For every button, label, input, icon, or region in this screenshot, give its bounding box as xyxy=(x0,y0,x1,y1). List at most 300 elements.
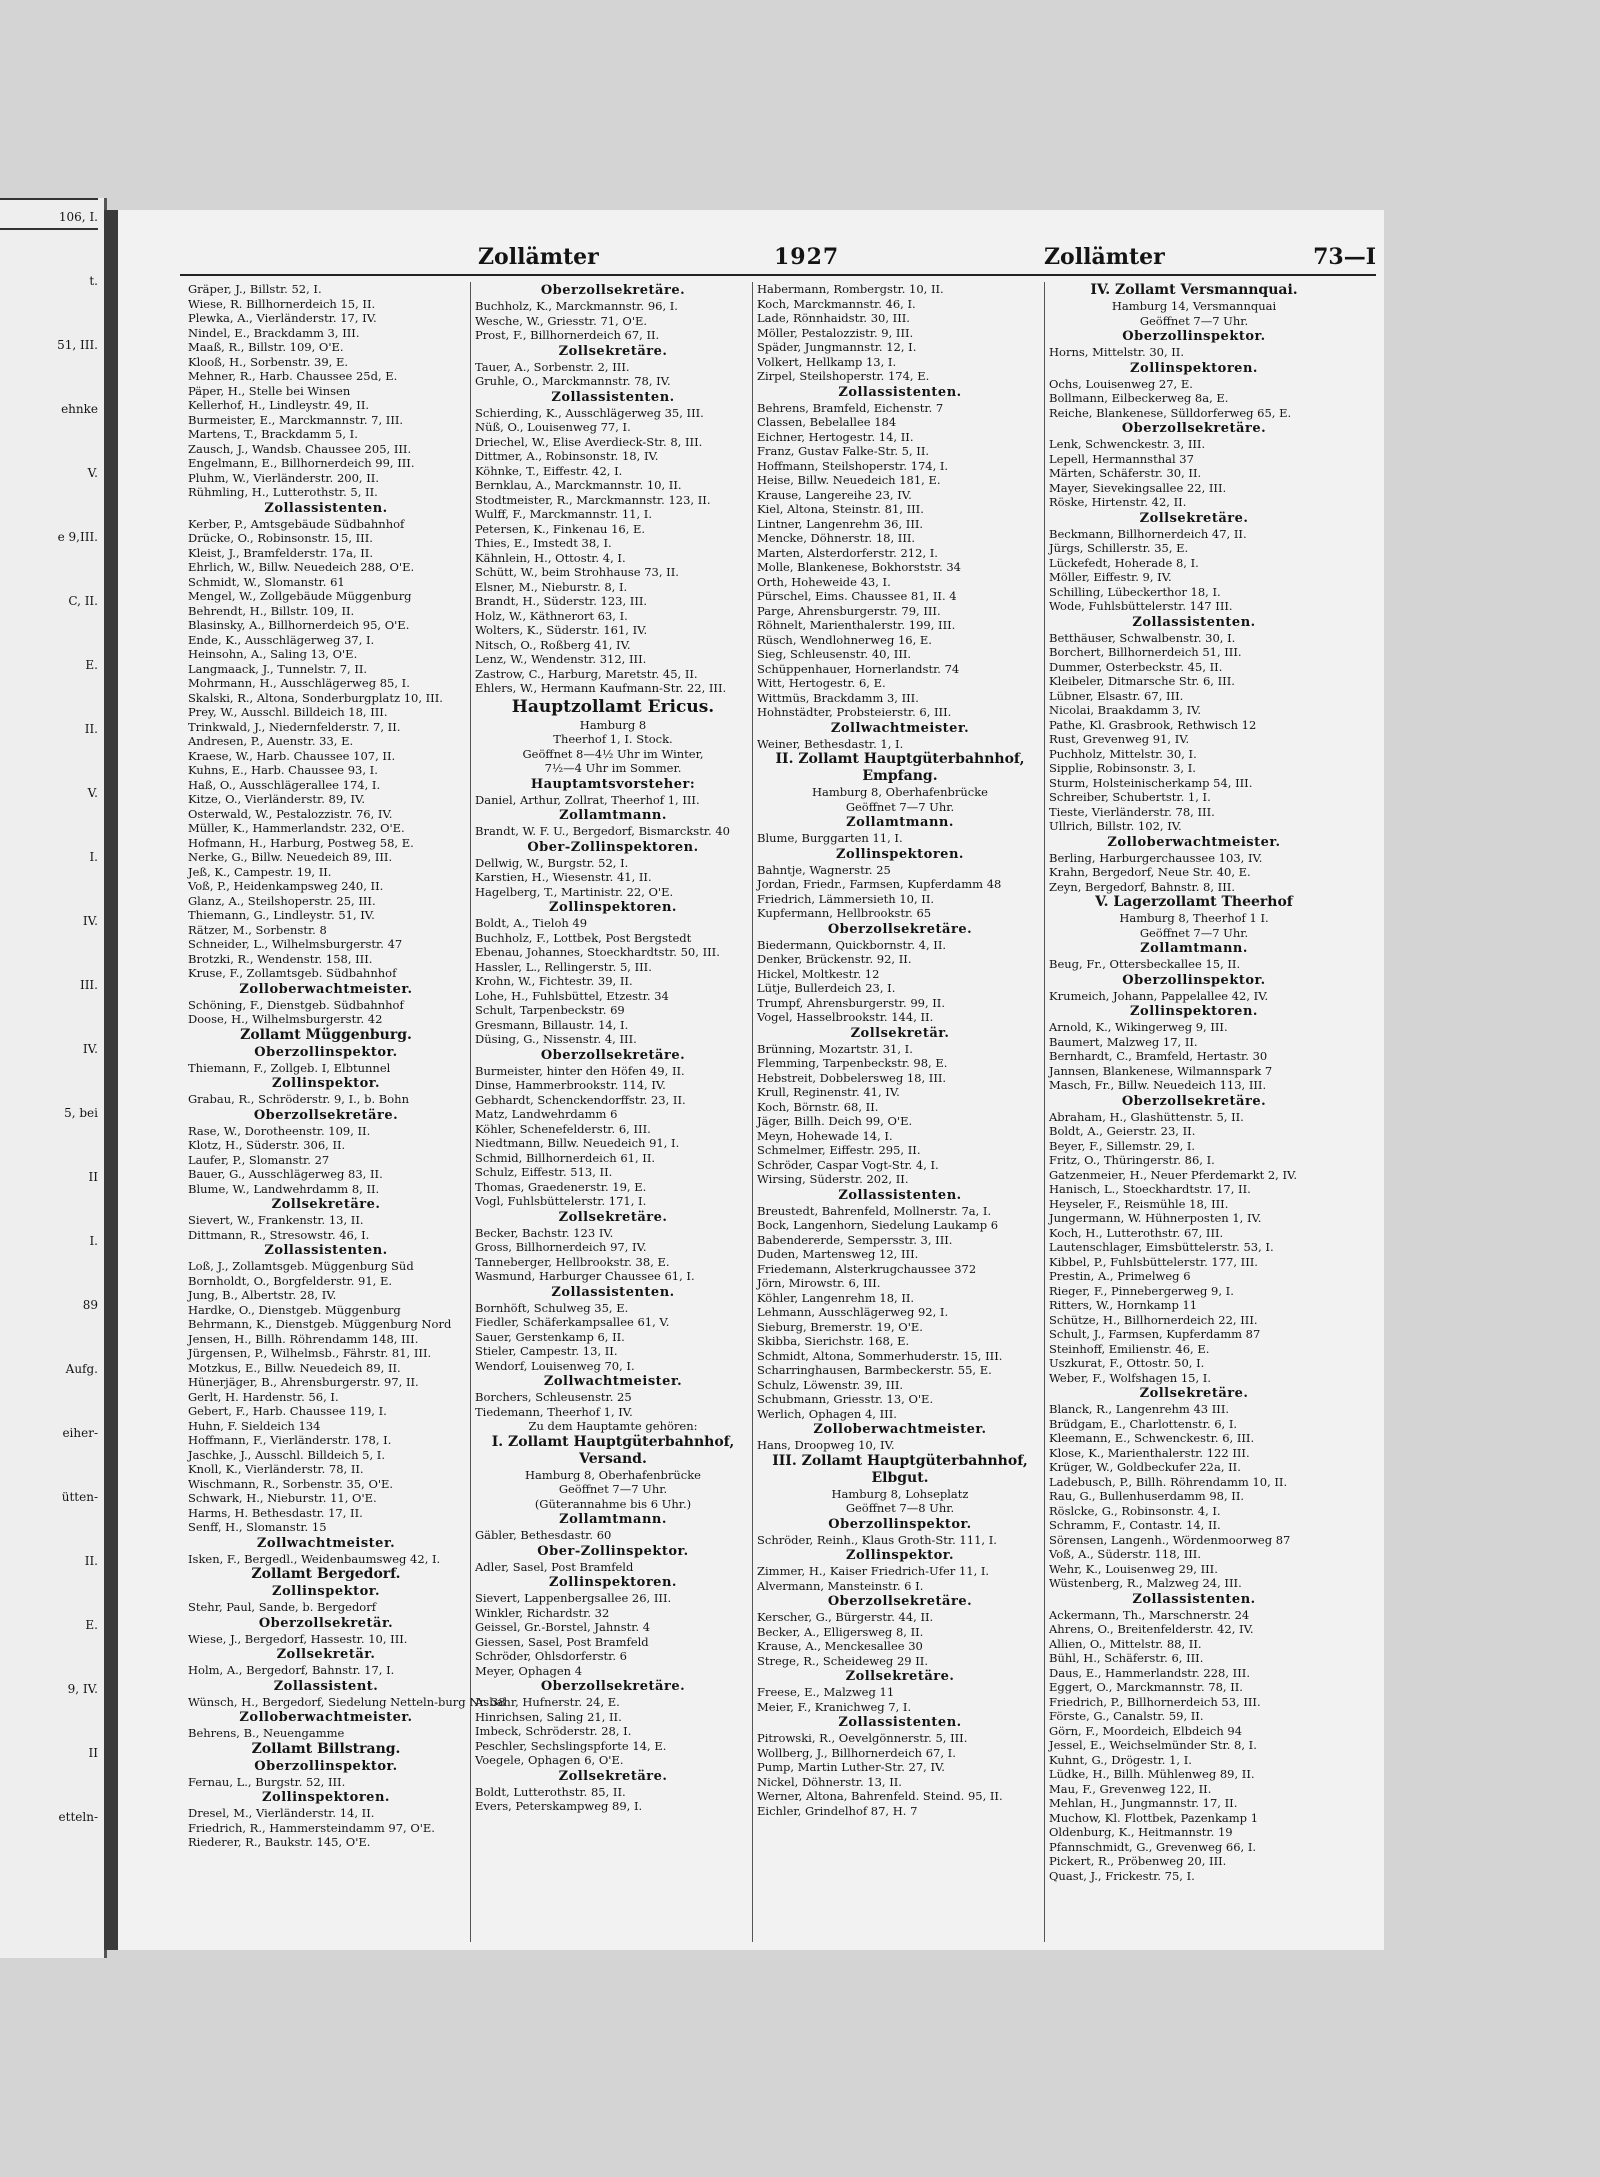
directory-entry: Gruhle, O., Marckmannstr. 78, IV. xyxy=(475,374,671,388)
office-info-line: Hamburg 8 xyxy=(579,717,647,732)
directory-entry: Hanisch, L., Stoeckhardtstr. 17, II. xyxy=(1049,1182,1251,1196)
directory-entry: Lohe, H., Fuhlsbüttel, Etzestr. 34 xyxy=(475,988,669,1003)
left-page-fragment: etteln- xyxy=(58,1810,98,1824)
directory-entry: Wüstenberg, R., Malzweg 24, III. xyxy=(1049,1576,1242,1590)
directory-entry: Wischmann, R., Sorbenstr. 35, O'E. xyxy=(188,1476,394,1491)
directory-entry: Thiemann, F., Zollgeb. I, Elbtunnel xyxy=(188,1060,391,1075)
directory-entry: Alvermann, Mansteinstr. 6 I. xyxy=(757,1578,924,1593)
directory-entry: Rieger, F., Pinnebergerweg 9, I. xyxy=(1049,1283,1234,1298)
left-page-fragment: II. xyxy=(84,722,98,736)
directory-entry: Klotz, H., Süderstr. 306, II. xyxy=(188,1138,346,1152)
directory-entry: Langmaack, J., Tunnelstr. 7, II. xyxy=(188,661,368,676)
directory-entry: Huhn, F. Sieldeich 134 xyxy=(188,1418,321,1433)
directory-entry: Schmidt, Altona, Sommerhuderstr. 15, III. xyxy=(757,1348,1003,1363)
directory-entry: Volkert, Hellkamp 13, I. xyxy=(757,354,897,369)
directory-entry: Schröder, Ohlsdorferstr. 6 xyxy=(475,1649,627,1663)
left-page-fragment: ütten- xyxy=(61,1490,98,1504)
office-info-line: Theerhof 1, I. Stock. xyxy=(553,732,673,746)
directory-entry: Kitze, O., Vierländerstr. 89, IV. xyxy=(188,792,365,806)
directory-entry: Habermann, Rombergstr. 10, II. xyxy=(757,282,944,296)
directory-entry: Klose, K., Marienthalerstr. 122 III. xyxy=(1049,1445,1250,1460)
directory-entry: Behrens, B., Neuengamme xyxy=(188,1726,345,1740)
directory-entry: Eichler, Grindelhof 87, H. 7 xyxy=(757,1803,918,1818)
directory-entry: Peschler, Sechslingspforte 14, E. xyxy=(475,1738,667,1753)
directory-entry: Nicolai, Braakdamm 3, IV. xyxy=(1049,703,1202,717)
directory-entry: Schöning, F., Dienstgeb. Südbahnhof xyxy=(188,997,404,1012)
directory-entry: Nitsch, O., Roßberg 41, IV. xyxy=(475,637,631,652)
directory-entry: Krohn, W., Fichtestr. 39, II. xyxy=(475,974,633,988)
directory-entry: Becker, Bachstr. 123 IV. xyxy=(475,1225,614,1240)
directory-entry: Fiedler, Schäferkampsallee 61, V. xyxy=(475,1315,670,1329)
section-heading: Oberzollsekretäre. xyxy=(827,921,973,937)
directory-entry: Zastrow, C., Harburg, Maretstr. 45, II. xyxy=(475,666,698,681)
office-heading: V. Lagerzollamt Theerhof xyxy=(1095,894,1293,910)
directory-entry: Schramm, F., Contastr. 14, II. xyxy=(1049,1518,1221,1532)
office-info-line: Geöffnet 7—7 Uhr. xyxy=(558,1482,668,1496)
directory-entry: Wasmund, Harburger Chaussee 61, I. xyxy=(475,1269,695,1283)
directory-entry: Wiese, R. Billhornerdeich 15, II. xyxy=(188,296,376,311)
office-info-line: Hamburg 8, Lohseplatz xyxy=(831,1486,969,1501)
directory-entry: Trumpf, Ahrensburgerstr. 99, II. xyxy=(757,995,946,1010)
directory-entry: Pitrowski, R., Oevelgönnerstr. 5, III. xyxy=(757,1731,968,1745)
directory-entry: Schult, J., Farmsen, Kupferdamm 87 xyxy=(1049,1327,1261,1341)
directory-entry: Hünerjäger, B., Ahrensburgerstr. 97, II. xyxy=(188,1375,419,1389)
directory-entry: Loß, J., Zollamtsgeb. Müggenburg Süd xyxy=(188,1259,414,1273)
directory-entry: Becker, A., Elligersweg 8, II. xyxy=(757,1624,924,1639)
directory-entry: Allien, O., Mittelstr. 88, II. xyxy=(1049,1636,1202,1651)
directory-entry: Brotzki, R., Wendenstr. 158, III. xyxy=(188,951,373,966)
directory-entry: Daus, E., Hammerlandstr. 228, III. xyxy=(1049,1665,1250,1680)
directory-entry: Riederer, R., Baukstr. 145, O'E. xyxy=(188,1835,371,1849)
section-heading: Zollinspektoren. xyxy=(1130,1004,1258,1019)
directory-entry: Gatzenmeier, H., Neuer Pferdemarkt 2, IV. xyxy=(1049,1167,1297,1182)
directory-entry: Brandt, H., Süderstr. 123, III. xyxy=(475,594,648,608)
directory-entry: Petersen, K., Finkenau 16, E. xyxy=(475,521,646,536)
section-heading: Oberzollsekretäre. xyxy=(827,1594,973,1609)
office-info-line: Geöffnet 7—7 Uhr. xyxy=(1139,313,1249,328)
directory-entry: Sievert, W., Frankenstr. 13, II. xyxy=(188,1213,364,1227)
directory-entry: Wittmüs, Brackdamm 3, III. xyxy=(757,690,919,705)
directory-entry: Hickel, Moltkestr. 12 xyxy=(757,966,880,981)
directory-entry: Krause, A., Menckesallee 30 xyxy=(757,1639,923,1653)
directory-entry: Sauer, Gerstenkamp 6, II. xyxy=(475,1329,625,1344)
directory-entry: Friedrich, R., Hammersteindamm 97, O'E. xyxy=(188,1820,435,1835)
directory-entry: Ullrich, Billstr. 102, IV. xyxy=(1049,819,1182,833)
section-heading: Zollassistent. xyxy=(273,1678,379,1694)
directory-entry: Heise, Billw. Neuedeich 181, E. xyxy=(757,473,941,487)
directory-entry: Mencke, Döhnerstr. 18, III. xyxy=(757,531,916,545)
directory-entry: Breustedt, Bahrenfeld, Mollnerstr. 7a, I. xyxy=(757,1203,992,1218)
directory-entry: Kiel, Altona, Steinstr. 81, III. xyxy=(757,502,924,516)
directory-entry: Friedrich, Lämmersieth 10, II. xyxy=(757,891,935,906)
directory-entry: Bollmann, Eilbeckerweg 8a, E. xyxy=(1049,391,1229,405)
directory-entry: Märten, Schäferstr. 30, II. xyxy=(1049,466,1202,480)
left-page-fragment: E. xyxy=(85,1618,98,1632)
directory-entry: Gerlt, H. Hardenstr. 56, I. xyxy=(188,1389,339,1404)
directory-entry: Geissel, Gr.-Borstel, Jahnstr. 4 xyxy=(475,1620,651,1634)
directory-entry: Wollberg, J., Billhornerdeich 67, I. xyxy=(757,1745,956,1760)
directory-entry: Schütze, H., Billhornerdeich 22, III. xyxy=(1049,1312,1258,1327)
directory-entry: Jäger, Billh. Deich 99, O'E. xyxy=(757,1114,913,1128)
directory-entry: Meyn, Hohewade 14, I. xyxy=(757,1128,893,1143)
section-heading: Oberzollsekretäre. xyxy=(1121,1093,1267,1109)
directory-entry: Matz, Landwehrdamm 6 xyxy=(475,1107,618,1121)
directory-entry: Rüsch, Wendlohnerweg 16, E. xyxy=(757,632,932,647)
directory-entry: Wirsing, Süderstr. 202, II. xyxy=(757,1172,909,1186)
directory-entry: Dresel, M., Vierländerstr. 14, II. xyxy=(188,1806,375,1820)
directory-entry: Düsing, G., Nissenstr. 4, III. xyxy=(475,1032,637,1046)
directory-entry: Prost, F., Billhornerdeich 67, II. xyxy=(475,328,660,342)
directory-entry: Rust, Grevenweg 91, IV. xyxy=(1049,732,1190,746)
directory-entry: Zimmer, H., Kaiser Friedrich-Ufer 11, I. xyxy=(757,1564,990,1578)
directory-entry: Möller, Eiffestr. 9, IV. xyxy=(1049,570,1172,584)
directory-entry: Pump, Martin Luther-Str. 27, IV. xyxy=(757,1760,945,1774)
directory-entry: Scharringhausen, Barmbeckerstr. 55, E. xyxy=(757,1363,992,1377)
directory-entry: Kleist, J., Bramfelderstr. 17a, II. xyxy=(188,545,373,560)
directory-entry: Bernhardt, C., Bramfeld, Hertastr. 30 xyxy=(1049,1049,1268,1063)
directory-entry: Meyer, Ophagen 4 xyxy=(475,1663,583,1678)
section-heading: Hauptamtsvorsteher: xyxy=(530,776,696,792)
directory-entry: Gäbler, Bethesdastr. 60 xyxy=(475,1528,612,1542)
directory-entry: Elsner, M., Nieburstr. 8, I. xyxy=(475,579,628,594)
office-heading: Zollamt Billstrang. xyxy=(251,1740,401,1757)
directory-entry: Sturm, Holsteinischerkamp 54, III. xyxy=(1049,775,1253,790)
directory-entry: Tauer, A., Sorbenstr. 2, III. xyxy=(475,359,630,374)
directory-entry: Dittmann, R., Stresowstr. 46, I. xyxy=(188,1227,370,1242)
office-heading: IV. Zollamt Versmannquai. xyxy=(1090,282,1298,298)
directory-entry: Skibba, Sierichstr. 168, E. xyxy=(757,1334,910,1348)
directory-entry: Jürgensen, P., Wilhelmsb., Fährstr. 81, III. xyxy=(188,1346,432,1360)
directory-entry: Schwark, H., Nieburstr. 11, O'E. xyxy=(188,1491,377,1505)
directory-entry: Wendorf, Louisenweg 70, I. xyxy=(475,1358,635,1373)
directory-entry: Holm, A., Bergedorf, Bahnstr. 17, I. xyxy=(188,1663,395,1677)
directory-entry: Röslcke, G., Robinsonstr. 4, I. xyxy=(1049,1503,1221,1518)
directory-entry: Prestin, A., Primelweg 6 xyxy=(1049,1269,1191,1283)
directory-entry: Classen, Bebelallee 184 xyxy=(757,415,897,429)
section-heading: Zollsekretäre. xyxy=(558,1768,668,1784)
directory-entry: Prey, W., Ausschl. Billdeich 18, III. xyxy=(188,705,388,719)
directory-entry: Bornholdt, O., Borgfelderstr. 91, E. xyxy=(188,1273,393,1288)
directory-entry: Baumert, Malzweg 17, II. xyxy=(1049,1034,1198,1049)
directory-entry: Schmid, Billhornerdeich 61, II. xyxy=(475,1150,656,1165)
directory-entry: Gross, Billhornerdeich 97, IV. xyxy=(475,1240,647,1254)
directory-entry: Hinrichsen, Saling 21, II. xyxy=(475,1709,622,1724)
section-heading: Oberzollsekretäre. xyxy=(253,1107,399,1123)
left-page-fragment: II xyxy=(88,1746,98,1760)
directory-entry: Wolters, K., Süderstr. 161, IV. xyxy=(475,623,648,637)
column-2 xyxy=(470,282,751,1942)
directory-entry: Muchow, Kl. Flottbek, Pazenkamp 1 xyxy=(1049,1810,1259,1825)
directory-entry: Thies, E., Imstedt 38, I. xyxy=(475,536,612,550)
section-heading: Zollinspektoren. xyxy=(1130,360,1258,376)
directory-entry: Hebstreit, Dobbelersweg 18, III. xyxy=(757,1070,947,1085)
directory-entry: Bornhöft, Schulweg 35, E. xyxy=(475,1300,629,1315)
directory-entry: Denker, Brückenstr. 92, II. xyxy=(757,952,912,966)
section-heading: Zolloberwachtmeister. xyxy=(239,1710,413,1725)
directory-entry: Glanz, A., Steilshoperstr. 25, III. xyxy=(188,893,376,908)
directory-entry: Driechel, W., Elise Averdieck-Str. 8, III. xyxy=(475,434,703,449)
header-title-left: Zollämter xyxy=(478,244,599,270)
directory-entry: Schüppenhauer, Hornerlandstr. 74 xyxy=(757,661,960,676)
section-heading: Zollassistenten. xyxy=(1132,614,1256,630)
directory-entry: Köhler, Schenefelderstr. 6, III. xyxy=(475,1121,651,1136)
directory-entry: Betthäuser, Schwalbenstr. 30, I. xyxy=(1049,630,1236,645)
office-heading: Zollamt Bergedorf. xyxy=(251,1566,401,1582)
directory-entry: Reiche, Blankenese, Sülldorferweg 65, E. xyxy=(1049,405,1292,420)
directory-entry: Burmeister, E., Marckmannstr. 7, III. xyxy=(188,412,404,427)
directory-entry: Oldenburg, K., Heitmannstr. 19 xyxy=(1049,1825,1233,1839)
directory-entry: Jannsen, Blankenese, Wilmannspark 7 xyxy=(1049,1063,1273,1078)
directory-entry: Lübner, Elsastr. 67, III. xyxy=(1049,688,1184,703)
directory-entry: Werner, Altona, Bahrenfeld. Steind. 95, II. xyxy=(757,1789,1003,1803)
directory-entry: Witt, Hertogestr. 6, E. xyxy=(757,676,886,690)
section-heading: Zollinspektoren. xyxy=(549,900,677,915)
directory-entry: Puchholz, Mittelstr. 30, I. xyxy=(1049,746,1197,761)
directory-entry: Möller, Pestalozzistr. 9, III. xyxy=(757,325,914,340)
directory-entry: Wiese, J., Bergedorf, Hassestr. 10, III. xyxy=(188,1631,408,1646)
directory-entry: Mayer, Sievekingsallee 22, III. xyxy=(1049,480,1227,495)
section-heading: Ober-Zollinspektoren. xyxy=(527,839,699,855)
directory-entry: Schmidt, W., Slomanstr. 61 xyxy=(188,574,345,589)
directory-entry: Pluhm, W., Vierländerstr. 200, II. xyxy=(188,470,379,485)
directory-entry: Andresen, P., Auenstr. 33, E. xyxy=(188,734,354,748)
directory-entry: Lintner, Langenrehm 36, III. xyxy=(757,516,924,531)
section-heading: Zollinspektoren. xyxy=(549,1575,677,1590)
header-title-right: Zollämter xyxy=(1044,244,1165,270)
directory-entry: Nindel, E., Brackdamm 3, III. xyxy=(188,325,360,340)
directory-entry: Dinse, Hammerbrookstr. 114, IV. xyxy=(475,1078,666,1092)
directory-entry: Bauer, G., Ausschlägerweg 83, II. xyxy=(188,1167,383,1181)
directory-entry: Wehr, K., Louisenweg 29, III. xyxy=(1049,1561,1218,1576)
directory-entry: Drücke, O., Robinsonstr. 15, III. xyxy=(188,531,373,545)
left-page-fragment: I. xyxy=(89,850,98,864)
directory-entry: Sipplie, Robinsonstr. 3, I. xyxy=(1049,761,1196,775)
section-heading: Zollassistenten. xyxy=(1132,1591,1256,1607)
directory-entry: Behrendt, H., Billstr. 109, II. xyxy=(188,603,355,618)
directory-entry: Plewka, A., Vierländerstr. 17, IV. xyxy=(188,311,377,325)
directory-entry: Haß, O., Ausschlägerallee 174, I. xyxy=(188,777,381,792)
directory-entry: Niedtmann, Billw. Neuedeich 91, I. xyxy=(475,1136,680,1150)
directory-entry: Gebhardt, Schenckendorffstr. 23, II. xyxy=(475,1092,686,1107)
directory-entry: Lenz, W., Wendenstr. 312, III. xyxy=(475,652,647,666)
directory-entry: Parge, Ahrensburgerstr. 79, III. xyxy=(757,603,941,618)
section-heading: Zollassistenten. xyxy=(551,1284,675,1300)
directory-entry: Evers, Peterskampweg 89, I. xyxy=(475,1799,643,1813)
left-page-rule xyxy=(0,198,98,200)
directory-entry: Brandt, W. F. U., Bergedorf, Bismarckstr. 40 xyxy=(475,824,730,838)
left-page-fragment: 5, bei xyxy=(64,1106,98,1120)
directory-entry: Franz, Gustav Falke-Str. 5, II. xyxy=(757,444,930,458)
section-heading: Oberzollsekretäre. xyxy=(540,283,686,298)
column-4 xyxy=(1044,282,1339,1942)
left-page-fragment: Aufg. xyxy=(65,1362,98,1376)
directory-entry: Kerscher, G., Bürgerstr. 44, II. xyxy=(757,1610,934,1624)
directory-entry: Giessen, Sasel, Post Bramfeld xyxy=(475,1634,649,1649)
directory-entry: Biedermann, Quickbornstr. 4, II. xyxy=(757,937,947,952)
office-info-line: Geöffnet 7—7 Uhr. xyxy=(1139,925,1249,940)
directory-entry: Babendererde, Sempersstr. 3, III. xyxy=(757,1232,953,1247)
directory-entry: Ehrlich, W., Billw. Neuedeich 288, O'E. xyxy=(188,560,415,574)
directory-entry: Zausch, J., Wandsb. Chaussee 205, III. xyxy=(188,441,412,456)
office-info-line: Zu dem Hauptamte gehören: xyxy=(528,1419,698,1433)
directory-entry: Rau, G., Bullenhuserdamm 98, II. xyxy=(1049,1489,1245,1503)
directory-entry: Dittmer, A., Robinsonstr. 18, IV. xyxy=(475,449,659,463)
left-page-fragment: II xyxy=(88,1170,98,1184)
directory-entry: Steinhoff, Emilienstr. 46, E. xyxy=(1049,1341,1210,1356)
directory-entry: Eggert, O., Marckmannstr. 78, II. xyxy=(1049,1680,1243,1694)
directory-entry: Nickel, Döhnerstr. 13, II. xyxy=(757,1774,902,1789)
directory-entry: Röske, Hirtenstr. 42, II. xyxy=(1049,495,1187,509)
directory-entry: Jörn, Mirowstr. 6, III. xyxy=(757,1276,881,1290)
section-heading: Zolloberwachtmeister. xyxy=(239,981,413,997)
directory-entry: Isken, F., Bergedl., Weidenbaumsweg 42, I. xyxy=(188,1551,441,1566)
directory-entry: Berling, Harburgerchaussee 103, IV. xyxy=(1049,850,1263,865)
directory-entry: Kleibeler, Ditmarsche Str. 6, III. xyxy=(1049,674,1235,688)
section-heading: Zollsekretäre. xyxy=(845,1669,955,1684)
directory-entry: Schierding, K., Ausschlägerweg 35, III. xyxy=(475,405,704,420)
directory-entry: Behrens, Bramfeld, Eichenstr. 7 xyxy=(757,400,944,415)
section-heading: Zollsekretär. xyxy=(850,1025,950,1041)
directory-entry: Bühl, H., Schäferstr. 6, III. xyxy=(1049,1651,1204,1665)
directory-entry: Wulff, F., Marckmannstr. 11, I. xyxy=(475,507,652,521)
section-heading: Oberzollsekretäre. xyxy=(1121,421,1267,436)
directory-entry: Ehlers, W., Hermann Kaufmann-Str. 22, III. xyxy=(475,681,727,695)
directory-entry: Bernklau, A., Marckmannstr. 10, II. xyxy=(475,478,682,492)
directory-entry: Kerber, P., Amtsgebäude Südbahnhof xyxy=(188,516,405,531)
directory-entry: Eichner, Hertogestr. 14, II. xyxy=(757,429,914,444)
directory-entry: Schütt, W., beim Strohhause 73, II. xyxy=(475,565,679,579)
section-heading: Zollamtmann. xyxy=(1140,941,1248,956)
directory-entry: Schulz, Löwenstr. 39, III. xyxy=(757,1377,904,1392)
directory-entry: Lückefedt, Hoherade 8, I. xyxy=(1049,555,1199,570)
directory-entry: Päper, H., Stelle bei Winsen xyxy=(188,383,351,398)
directory-entry: Burmeister, hinter den Höfen 49, II. xyxy=(475,1063,685,1078)
left-page-fragment: 9, IV. xyxy=(67,1682,98,1696)
directory-entry: Boldt, Lutterothstr. 85, II. xyxy=(475,1784,626,1799)
directory-entry: Hohnstädter, Probsteierstr. 6, III. xyxy=(757,705,952,719)
directory-entry: Friedemann, Alsterkrugchaussee 372 xyxy=(757,1261,977,1276)
directory-entry: Horns, Mittelstr. 30, II. xyxy=(1049,345,1185,359)
directory-entry: Schröder, Reinh., Klaus Groth-Str. 111, I. xyxy=(757,1532,997,1547)
directory-entry: Gräper, J., Billstr. 52, I. xyxy=(188,282,322,296)
directory-entry: Kupfermann, Hellbrookstr. 65 xyxy=(757,906,932,920)
directory-entry: Werlich, Ophagen 4, III. xyxy=(757,1406,897,1421)
office-heading: II. Zollamt Hauptgüterbahnhof, Empfang. xyxy=(775,751,1025,784)
directory-entry: Blume, W., Landwehrdamm 8, II. xyxy=(188,1181,380,1196)
directory-entry: Sievert, Lappenbergsallee 26, III. xyxy=(475,1591,672,1605)
left-page-fragment: V. xyxy=(87,466,98,480)
directory-entry: Jungermann, W. Hühnerposten 1, IV. xyxy=(1049,1211,1262,1225)
section-heading: Oberzollinspektor. xyxy=(254,1758,398,1774)
directory-entry: Lütje, Bullerdeich 23, I. xyxy=(757,981,896,995)
directory-entry: Ahrens, O., Breitenfelderstr. 42, IV. xyxy=(1049,1622,1254,1636)
directory-entry: Nerke, G., Billw. Neuedeich 89, III. xyxy=(188,850,393,864)
directory-entry: Masch, Fr., Billw. Neuedeich 113, III. xyxy=(1049,1078,1267,1092)
directory-entry: Förste, G., Canalstr. 59, II. xyxy=(1049,1709,1204,1723)
office-heading: I. Zollamt Hauptgüterbahnhof, Versand. xyxy=(491,1433,735,1467)
directory-entry: Rase, W., Dorotheenstr. 109, II. xyxy=(188,1123,371,1138)
section-heading: Zollwachtmeister. xyxy=(543,1374,683,1389)
section-heading: Zollsekretäre. xyxy=(271,1197,381,1212)
running-header xyxy=(178,244,1376,270)
directory-entry: Jung, B., Albertstr. 28, IV. xyxy=(188,1288,337,1302)
directory-entry: Kuhnt, G., Drögestr. 1, I. xyxy=(1049,1752,1192,1767)
section-heading: Oberzollinspektor. xyxy=(1122,972,1266,988)
directory-entry: Hagelberg, T., Martinistr. 22, O'E. xyxy=(475,884,674,899)
section-heading: Zolloberwachtmeister. xyxy=(813,1422,987,1437)
section-heading: Zollinspektoren. xyxy=(836,846,964,862)
directory-entry: Duden, Martensweg 12, III. xyxy=(757,1247,919,1261)
directory-entry: Maaß, R., Billstr. 109, O'E. xyxy=(188,340,344,354)
left-page-fragment: IV. xyxy=(82,1042,98,1056)
directory-entry: Mehlan, H., Jungmannstr. 17, II. xyxy=(1049,1796,1238,1810)
directory-entry: Rätzer, M., Sorbenstr. 8 xyxy=(188,922,327,937)
office-heading: III. Zollamt Hauptgüterbahnhof, Elbgut. xyxy=(772,1452,1028,1486)
directory-entry: Behrmann, K., Dienstgeb. Müggenburg Nord xyxy=(188,1317,452,1331)
section-heading: Zollinspektor. xyxy=(846,1548,954,1563)
directory-entry: Stodtmeister, R., Marckmannstr. 123, II. xyxy=(475,492,711,507)
directory-entry: Lüdke, H., Billh. Mühlenweg 89, II. xyxy=(1049,1767,1255,1781)
directory-entry: Tieste, Vierländerstr. 78, III. xyxy=(1049,804,1215,819)
directory-entry: Röhnelt, Marienthalerstr. 199, III. xyxy=(757,618,956,632)
directory-entry: Flemming, Tarpenbeckstr. 98, E. xyxy=(757,1056,948,1070)
column-3 xyxy=(752,282,1043,1942)
directory-entry: Jeß, K., Campestr. 19, II. xyxy=(188,864,332,879)
directory-entry: Koch, H., Lutterothstr. 67, III. xyxy=(1049,1225,1224,1240)
directory-entry: Uszkurat, F., Ottostr. 50, I. xyxy=(1049,1356,1205,1370)
office-info-line: Geöffnet 7—8 Uhr. xyxy=(845,1501,955,1515)
directory-entry: Jordan, Friedr., Farmsen, Kupferdamm 48 xyxy=(757,877,1002,891)
section-heading: Oberzollsekretäre. xyxy=(540,1047,686,1063)
directory-entry: Buchholz, F., Lottbek, Post Bergstedt xyxy=(475,930,692,945)
section-heading: Zollsekretäre. xyxy=(558,343,668,359)
directory-entry: Rühmling, H., Lutterothstr. 5, II. xyxy=(188,485,378,499)
directory-entry: Skalski, R., Altona, Sonderburgplatz 10, III. xyxy=(188,690,443,705)
directory-entry: Jensen, H., Billh. Röhrendamm 148, III. xyxy=(188,1331,419,1346)
directory-entry: Boldt, A., Tieloh 49 xyxy=(475,916,588,930)
directory-entry: Trinkwald, J., Niedernfelderstr. 7, II. xyxy=(188,719,401,734)
section-heading: Zollassistenten. xyxy=(838,384,962,400)
directory-entry: Pfannschmidt, G., Grevenweg 66, I. xyxy=(1049,1839,1257,1854)
directory-entry: Pickert, R., Pröbenweg 20, III. xyxy=(1049,1854,1227,1868)
directory-entry: Arnold, K., Wikingerweg 9, III. xyxy=(1049,1020,1228,1034)
directory-entry: Krumeich, Johann, Pappelallee 42, IV. xyxy=(1049,988,1269,1003)
directory-entry: Sörensen, Langenh., Wördenmoorweg 87 xyxy=(1049,1532,1291,1547)
left-page-fragment: 89 xyxy=(82,1298,98,1312)
directory-entry: Daniel, Arthur, Zollrat, Theerhof 1, III. xyxy=(475,792,700,807)
directory-entry: Kellerhof, H., Lindleystr. 49, II. xyxy=(188,398,370,412)
directory-entry: Schubmann, Griesstr. 13, O'E. xyxy=(757,1392,934,1406)
directory-entry: Fritz, O., Thüringerstr. 86, I. xyxy=(1049,1153,1215,1167)
office-info-line: (Güterannahme bis 6 Uhr.) xyxy=(534,1496,692,1511)
directory-entry: Kähnlein, H., Ottostr. 4, I. xyxy=(475,550,626,565)
section-heading: Oberzollinspektor. xyxy=(254,1044,398,1060)
directory-entry: Krause, Langereihe 23, IV. xyxy=(757,487,912,502)
directory-entry: Blasinsky, A., Billhornerdeich 95, O'E. xyxy=(188,618,410,632)
office-info-line: Geöffnet 8—4½ Uhr im Winter, xyxy=(522,746,704,761)
directory-entry: Marten, Alsterdorferstr. 212, I. xyxy=(757,545,938,560)
directory-entry: Asbahr, Hufnerstr. 24, E. xyxy=(475,1695,620,1709)
office-info-line: Hamburg 8, Theerhof 1 I. xyxy=(1119,911,1269,925)
section-heading: Oberzollsekretäre. xyxy=(540,1679,686,1694)
left-page-fragment: 106, I. xyxy=(58,210,98,224)
column-1 xyxy=(188,282,506,1942)
directory-entry: Bahntje, Wagnerstr. 25 xyxy=(757,862,891,877)
directory-entry: Beyer, F., Sillemstr. 29, I. xyxy=(1049,1138,1196,1153)
directory-entry: Boldt, A., Geierstr. 23, II. xyxy=(1049,1124,1196,1138)
office-info-line: Hamburg 8, Oberhafenbrücke xyxy=(524,1467,701,1482)
left-page-fragment: eiher- xyxy=(62,1426,98,1440)
